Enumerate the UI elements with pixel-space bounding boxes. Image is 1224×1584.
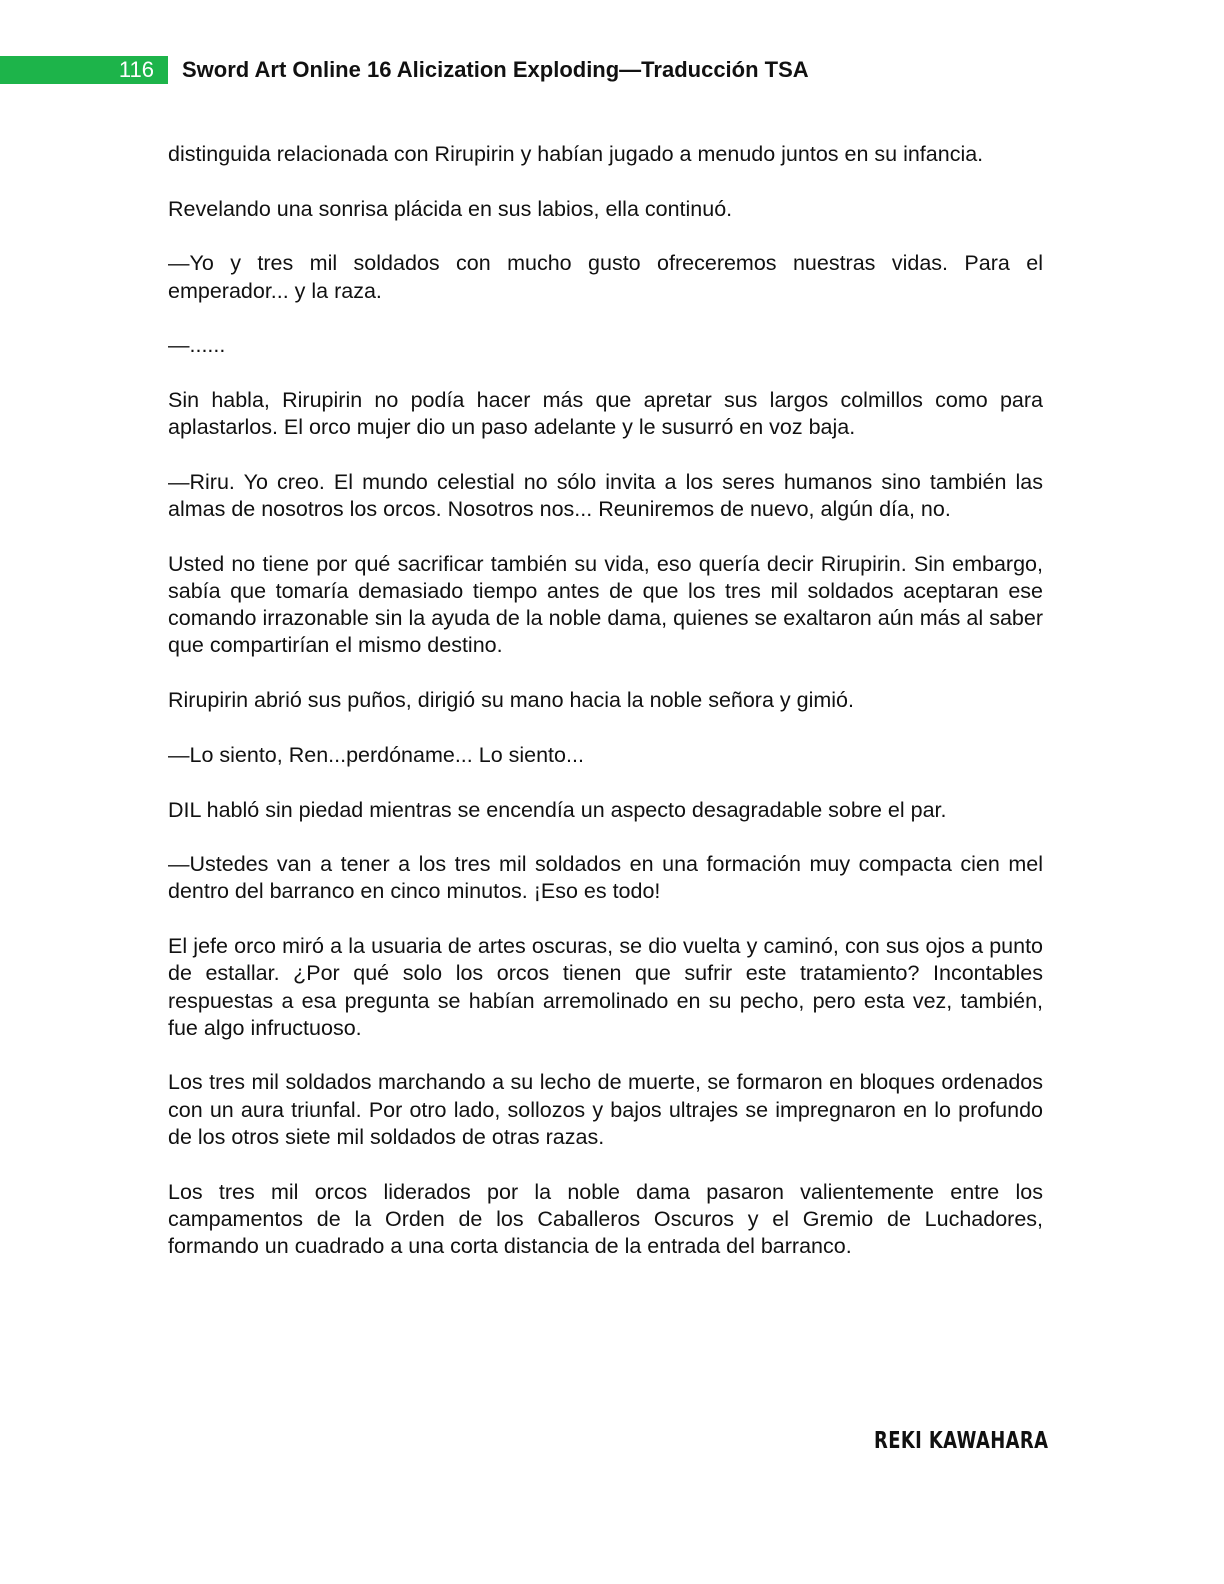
page-number: 116 bbox=[0, 56, 168, 84]
author-name: REKI KAWAHARA bbox=[874, 1428, 1049, 1454]
paragraph: Los tres mil orcos liderados por la noble dama pasaron valientemente entre los campamentos de la Orden de los Caballeros Oscuros y el Gremio de Luchadores, formando un cuadrado a una corta distancia de la entrada del barranco. bbox=[168, 1179, 1043, 1258]
body-text bbox=[168, 141, 1043, 1288]
paragraph: distinguida relacionada con Rirupirin y habían jugado a menudo juntos en su infancia. bbox=[168, 142, 984, 166]
paragraph: —...... bbox=[168, 333, 226, 358]
book-title: Sword Art Online 16 Alicization Exploding—Traducción TSA bbox=[182, 57, 809, 82]
paragraph: DIL habló sin piedad mientras se encendía un aspecto desagradable sobre el par. bbox=[168, 797, 947, 822]
paragraph: —Lo siento, Ren...perdóname... Lo siento... bbox=[168, 742, 584, 767]
paragraph: El jefe orco miró a la usuaria de artes oscuras, se dio vuelta y caminó, con sus ojos a punto de estallar. ¿Por qué solo los orcos tienen que sufrir este tratamiento? Incontables respuestas a esa pregunta se habían arremolinado en su pecho, pero esta vez, también, fue algo infructuoso. bbox=[168, 934, 1043, 1040]
paragraph: —Ustedes van a tener a los tres mil soldados en una formación muy compacta cien mel dentro del barranco en cinco minutos. ¡Eso es todo! bbox=[168, 852, 1043, 904]
paragraph: Rirupirin abrió sus puños, dirigió su mano hacia la noble señora y gimió. bbox=[168, 688, 854, 713]
paragraph: Los tres mil soldados marchando a su lecho de muerte, se formaron en bloques ordenados con un aura triunfal. Por otro lado, sollozos y bajos ultrajes se impregnaron en lo profundo de los otros siete mil soldados de otras razas. bbox=[168, 1070, 1043, 1149]
paragraph: Revelando una sonrisa plácida en sus labios, ella continuó. bbox=[168, 196, 733, 221]
paragraph: Usted no tiene por qué sacrificar también su vida, eso quería decir Rirupirin. Sin embargo, sabía que tomaría demasiado tiempo antes de que los tres mil soldados aceptaran ese comando irrazonable sin la ayuda de la noble dama, quienes se exaltaron aún más al saber que compartirían el mismo destino. bbox=[168, 551, 1043, 658]
page-header bbox=[0, 56, 1224, 84]
paragraph: Sin habla, Rirupirin no podía hacer más que apretar sus largos colmillos como para aplastarlos. El orco mujer dio un paso adelante y le susurró en voz baja. bbox=[168, 388, 1043, 440]
paragraph: —Yo y tres mil soldados con mucho gusto ofreceremos nuestras vidas. Para el emperador... y la raza. bbox=[168, 251, 1043, 303]
paragraph: —Riru. Yo creo. El mundo celestial no sólo invita a los seres humanos sino también las almas de nosotros los orcos. Nosotros nos... Reuniremos de nuevo, algún día, no. bbox=[168, 469, 1043, 522]
